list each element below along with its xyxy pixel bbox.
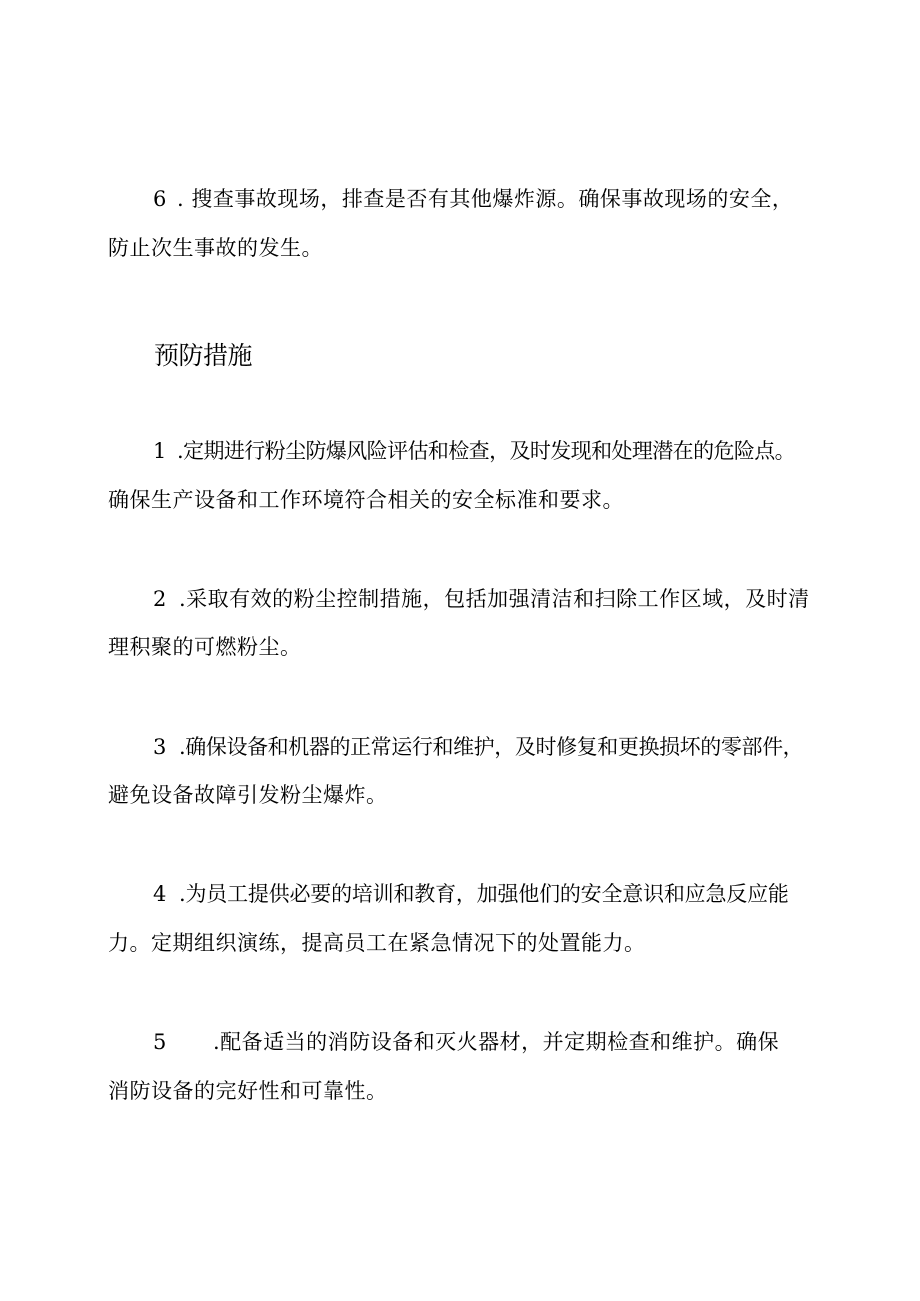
item-number: 5 — [153, 1030, 167, 1054]
item-text-continued: 防止次生事故的发生。 — [108, 236, 323, 260]
item-3-line-2 — [108, 781, 388, 809]
item-number: 1 — [153, 439, 167, 463]
item-text: .确保设备和机器的正常运行和维护，及时修复和更换损坏的零部件， — [179, 735, 804, 759]
item-3-line-1 — [153, 733, 803, 761]
item-4-line-1 — [153, 880, 789, 908]
item-number: 6 — [153, 187, 167, 211]
section-heading: 预防措施 — [154, 341, 253, 370]
item-number: 4 — [153, 882, 167, 906]
item-1-line-1 — [153, 437, 795, 465]
item-text: .配备适当的消防设备和灭火器材，并定期检查和维护。确保 — [213, 1030, 780, 1054]
item-text: .为员工提供必要的培训和教育，加强他们的安全意识和应急反应能 — [179, 882, 789, 906]
item-text-continued: 确保生产设备和工作环境符合相关的安全标准和要求。 — [108, 488, 624, 512]
item-6-line-2 — [108, 234, 323, 262]
item-text-continued: 消防设备的完好性和可靠性。 — [108, 1079, 388, 1103]
item-6-line-1 — [153, 185, 793, 213]
item-text-continued: 力。定期组织演练，提高员工在紧急情况下的处置能力。 — [108, 931, 646, 955]
item-text: . 搜查事故现场，排查是否有其他爆炸源。确保事故现场的安全， — [177, 187, 794, 211]
item-1-line-2 — [108, 486, 624, 514]
item-text-continued: 理积聚的可燃粉尘。 — [108, 635, 302, 659]
item-4-line-2 — [108, 929, 646, 957]
item-text-continued: 避免设备故障引发粉尘爆炸。 — [108, 783, 388, 807]
item-text: .采取有效的粉尘控制措施，包括加强清洁和扫除工作区域，及时清 — [179, 587, 810, 611]
item-2-line-2 — [108, 633, 302, 661]
item-number: 3 — [153, 735, 167, 759]
item-text: .定期进行粉尘防爆风险评估和检查，及时发现和处理潜在的危险点。 — [177, 439, 796, 463]
item-2-line-1 — [153, 585, 810, 613]
item-5-line-1 — [153, 1028, 779, 1056]
item-number: 2 — [153, 587, 167, 611]
item-5-line-2 — [108, 1077, 388, 1105]
